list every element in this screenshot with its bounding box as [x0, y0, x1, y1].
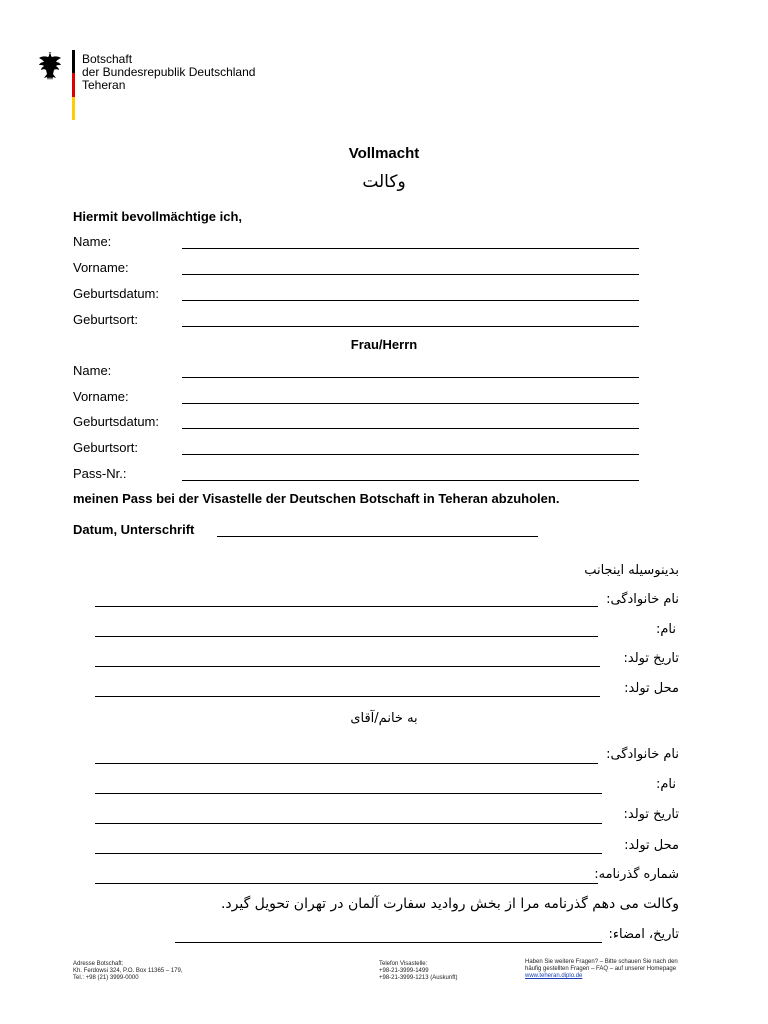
flag-gold	[72, 97, 75, 120]
document-title: Vollmacht	[348, 145, 420, 162]
agent-geburtsdatum-label: Geburtsdatum:	[73, 414, 159, 429]
fa-agent-passport-line[interactable]	[95, 883, 598, 884]
fa-grantor-birthplace-label: محل تولد:	[624, 681, 679, 696]
agent-geburtsort-line[interactable]	[182, 454, 639, 455]
flag-black	[72, 50, 75, 73]
footer-phone-line-2: +98-21-3999-1499	[379, 968, 429, 974]
fa-agent-birthdate-label: تاریخ تولد:	[623, 807, 679, 822]
fa-grantor-birthdate-line[interactable]	[95, 666, 600, 667]
footer-homepage-link[interactable]: www.teheran.diplo.de	[525, 973, 583, 979]
fa-agent-lastname-label: نام خانوادگی:	[606, 747, 679, 762]
agent-geburtsort-label: Geburtsort:	[73, 440, 139, 455]
fa-agent-birthplace-label: محل تولد:	[624, 838, 679, 853]
grantor-geburtsort-line[interactable]	[182, 326, 639, 327]
footer-phone-line-1: Telefon Visastelle:	[379, 961, 428, 967]
federal-eagle-icon	[37, 50, 67, 82]
footer-faq	[525, 959, 678, 980]
fa-date-signature-label: تاریخ، امضاء:	[608, 927, 679, 942]
agent-name-label: Name:	[73, 363, 112, 378]
purpose-text: meinen Pass bei der Visastelle der Deutschen Botschaft in Teheran abzuholen.	[73, 491, 560, 506]
footer-address	[73, 961, 183, 982]
date-signature-label: Datum, Unterschrift	[73, 522, 195, 537]
agent-vorname-label: Vorname:	[73, 389, 129, 404]
footer-phone-line-3: +98-21-3999-1213 (Auskunft)	[379, 975, 458, 981]
footer-faq-line-2: häufig gestellten Fragen – FAQ – auf unserer Homepage	[525, 966, 677, 972]
fa-grantor-firstname-line[interactable]	[95, 636, 598, 637]
fa-agent-passport-label: شماره گذرنامه:	[594, 867, 679, 882]
fa-grantor-lastname-line[interactable]	[95, 606, 598, 607]
agent-name-line[interactable]	[182, 377, 639, 378]
fa-intro-text: بدینوسیله اینجانب	[584, 563, 679, 578]
agent-passnr-line[interactable]	[182, 480, 639, 481]
grantor-vorname-label: Vorname:	[73, 260, 129, 275]
footer-phone	[379, 961, 458, 982]
grantor-geburtsdatum-label: Geburtsdatum:	[73, 286, 159, 301]
fa-purpose-text: وکالت می دهم گذرنامه مرا از بخش روادید سفارت آلمان در تهران تحویل گیرد.	[220, 896, 679, 912]
frau-herrn-heading: Frau/Herrn	[350, 337, 418, 352]
fa-date-signature-line[interactable]	[175, 942, 602, 943]
fa-to-person-heading: به خانم/آقای	[350, 711, 418, 726]
date-signature-line[interactable]	[217, 536, 538, 537]
fa-grantor-lastname-label: نام خانوادگی:	[606, 592, 679, 607]
agent-passnr-label: Pass-Nr.:	[73, 466, 127, 481]
org-line-2: der Bundesrepublik Deutschland	[82, 65, 256, 79]
grantor-geburtsdatum-line[interactable]	[182, 300, 639, 301]
fa-agent-firstname-line[interactable]	[95, 793, 602, 794]
flag-red	[72, 73, 75, 96]
fa-agent-lastname-line[interactable]	[95, 763, 598, 764]
footer-faq-line-1: Haben Sie weitere Fragen? – Bitte schauen Sie nach den	[525, 959, 678, 965]
flag-stripe	[72, 50, 75, 120]
intro-text: Hiermit bevollmächtige ich,	[73, 209, 243, 224]
fa-grantor-birthdate-label: تاریخ تولد:	[623, 651, 679, 666]
footer-address-line-1: Adresse Botschaft:	[73, 961, 124, 967]
org-line-1: Botschaft	[82, 52, 133, 66]
fa-agent-birthplace-line[interactable]	[95, 853, 602, 854]
fa-agent-birthdate-line[interactable]	[95, 823, 602, 824]
grantor-geburtsort-label: Geburtsort:	[73, 312, 139, 327]
grantor-name-label: Name:	[73, 234, 112, 249]
fa-grantor-birthplace-line[interactable]	[95, 696, 600, 697]
agent-geburtsdatum-line[interactable]	[182, 428, 639, 429]
document-title-fa: وکالت	[362, 172, 406, 192]
grantor-name-line[interactable]	[182, 248, 639, 249]
fa-grantor-firstname-label: نام:	[655, 622, 676, 637]
org-line-3: Teheran	[82, 78, 126, 92]
footer-address-line-3: Tel.: +98 (21) 3999-0000	[73, 975, 139, 981]
footer-address-line-2: Kh. Ferdowsi 324, P.O. Box 11365 – 179,	[73, 968, 183, 974]
grantor-vorname-line[interactable]	[182, 274, 639, 275]
fa-agent-firstname-label: نام:	[655, 777, 676, 792]
agent-vorname-line[interactable]	[182, 403, 639, 404]
